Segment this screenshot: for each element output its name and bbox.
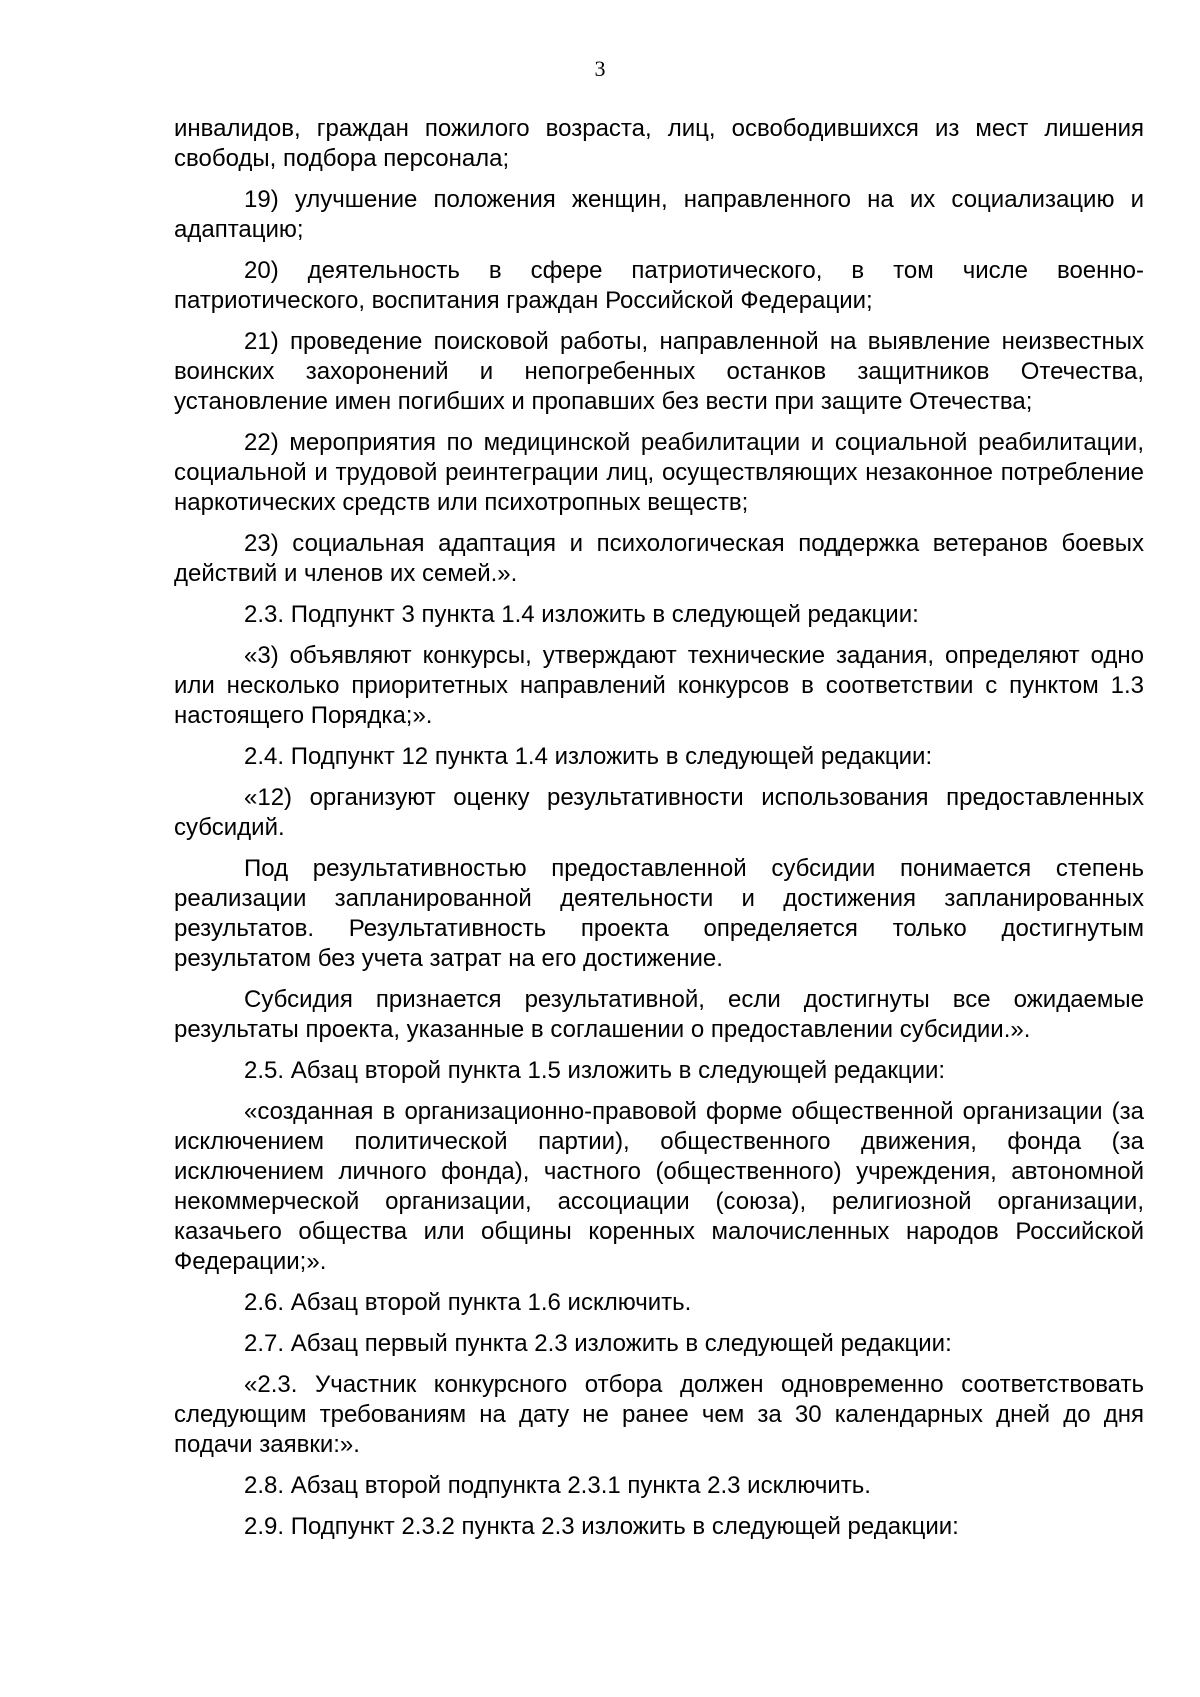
paragraph: «созданная в организационно-правовой форме общественной организации (за исключением политической партии), общественного движения, фонда (за исключением личного фонда), частного (общественного) учреждения, автономной некоммерческой организации, ассоциации (союза), религиозной организации, казачьего общества или общины коренных малочисленных народов Российской Федерации;». bbox=[174, 1098, 1144, 1275]
paragraph: 2.6. Абзац второй пункта 1.6 исключить. bbox=[244, 1289, 692, 1316]
paragraph: 20) деятельность в сфере патриотического, в том числе военно-патриотического, воспитания граждан Российской Федерации; bbox=[174, 257, 1144, 314]
paragraph: Субсидия признается результативной, если достигнуты все ожидаемые результаты проекта, указанные в соглашении о предоставлении субсидии.». bbox=[174, 986, 1144, 1043]
paragraph: 21) проведение поисковой работы, направленной на выявление неизвестных воинских захоронений и непогребенных останков защитников Отечества, установление имен погибших и пропавших без вести при защите Отечества; bbox=[174, 328, 1144, 415]
document-body bbox=[174, 114, 1144, 1542]
paragraph: Под результативностью предоставленной субсидии понимается степень реализации запланированной деятельности и достижения запланированных результатов. Результативность проекта определяется только достигнутым результатом без учета затрат на его достижение. bbox=[174, 855, 1144, 972]
paragraph: «3) объявляют конкурсы, утверждают технические задания, определяют одно или несколько приоритетных направлений конкурсов в соответствии с пунктом 1.3 настоящего Порядка;». bbox=[174, 642, 1144, 729]
paragraph: 2.9. Подпункт 2.3.2 пункта 2.3 изложить в следующей редакции: bbox=[244, 1513, 959, 1540]
paragraph: 22) мероприятия по медицинской реабилитации и социальной реабилитации, социальной и трудовой реинтеграции лиц, осуществляющих незаконное потребление наркотических средств или психотропных веществ; bbox=[174, 429, 1144, 516]
paragraph: 23) социальная адаптация и психологическая поддержка ветеранов боевых действий и членов их семей.». bbox=[174, 530, 1144, 587]
paragraph: «2.3. Участник конкурсного отбора должен одновременно соответствовать следующим требованиям на дату не ранее чем за 30 календарных дней до дня подачи заявки:». bbox=[174, 1371, 1144, 1458]
paragraph: 2.3. Подпункт 3 пункта 1.4 изложить в следующей редакции: bbox=[244, 601, 919, 628]
paragraph: 2.5. Абзац второй пункта 1.5 изложить в следующей редакции: bbox=[244, 1057, 946, 1084]
paragraph: 2.8. Абзац второй подпункта 2.3.1 пункта 2.3 исключить. bbox=[244, 1472, 871, 1499]
paragraph: 19) улучшение положения женщин, направленного на их социализацию и адаптацию; bbox=[174, 186, 1144, 243]
paragraph: «12) организуют оценку результативности использования предоставленных субсидий. bbox=[174, 784, 1144, 841]
paragraph: 2.4. Подпункт 12 пункта 1.4 изложить в следующей редакции: bbox=[244, 743, 933, 770]
paragraph: инвалидов, граждан пожилого возраста, лиц, освободившихся из мест лишения свободы, подбора персонала; bbox=[174, 115, 1144, 172]
page-number: 3 bbox=[594, 56, 606, 81]
paragraph: 2.7. Абзац первый пункта 2.3 изложить в следующей редакции: bbox=[244, 1330, 952, 1357]
